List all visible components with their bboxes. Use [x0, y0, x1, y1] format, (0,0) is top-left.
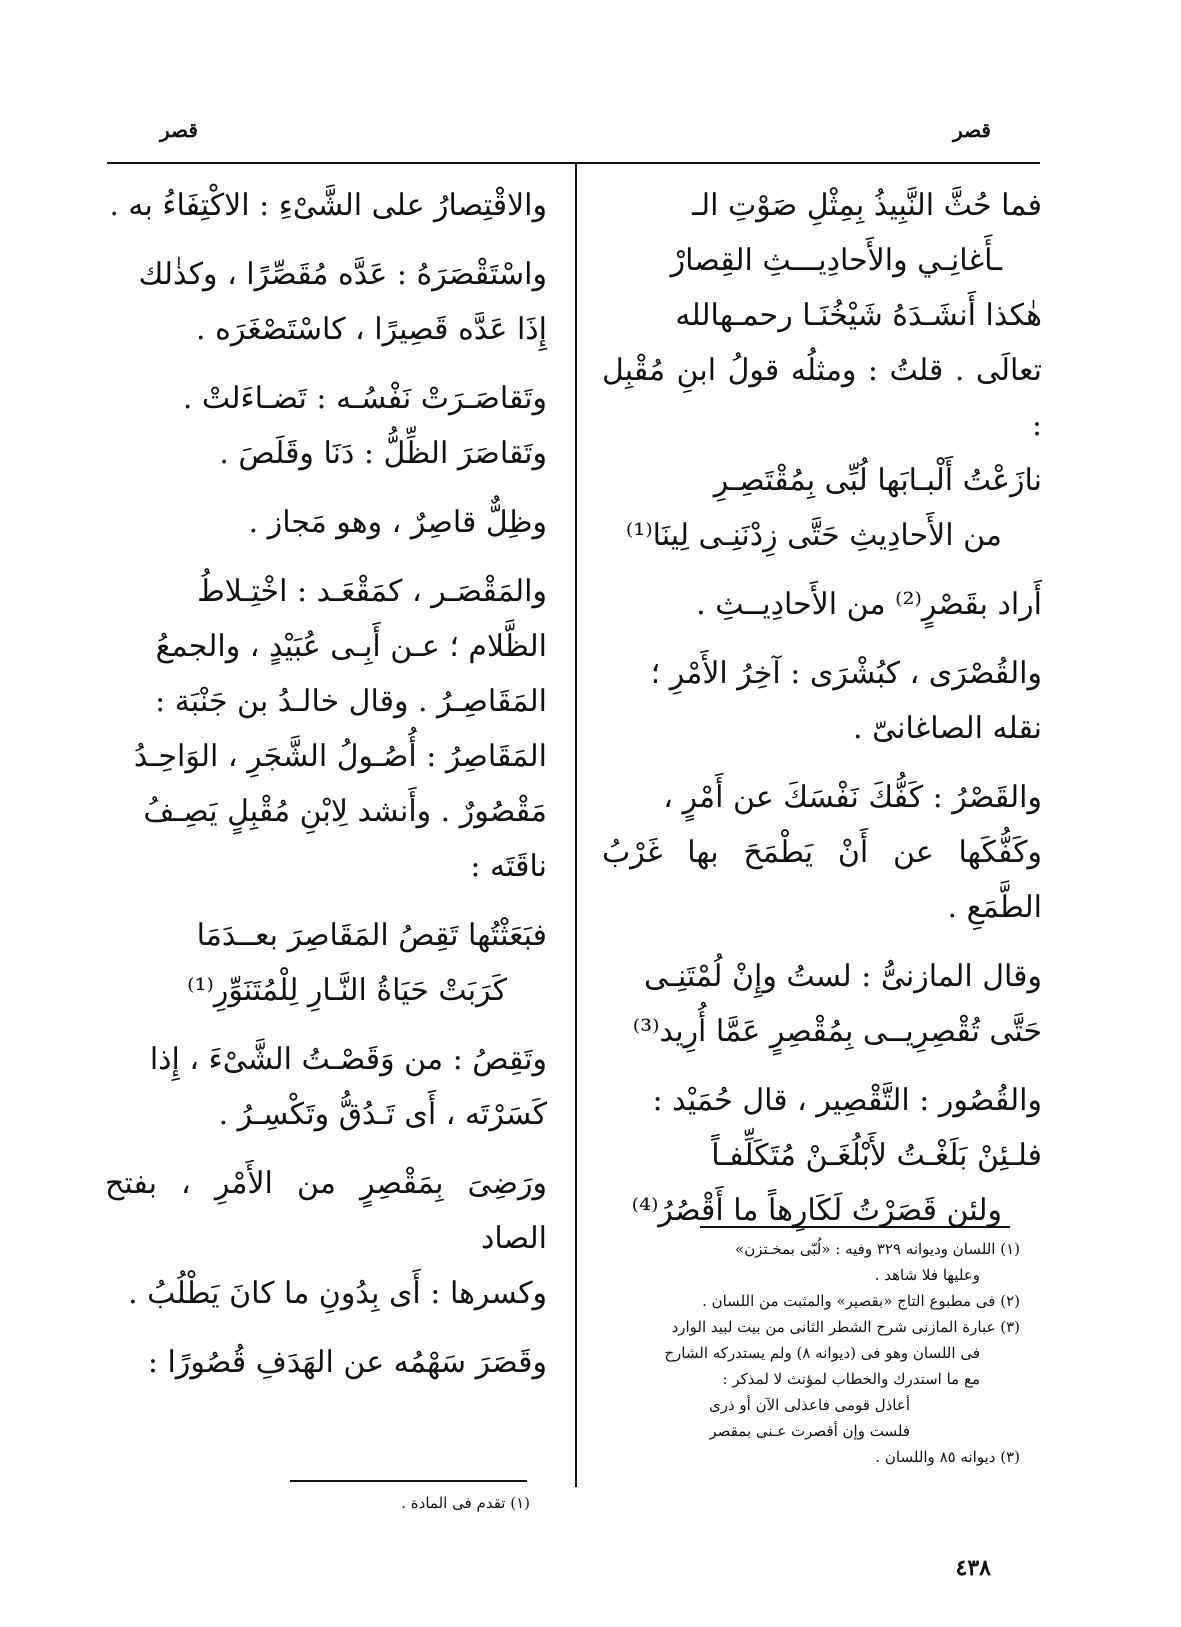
text-line: هٰكذا أَنشَـدَهُ شَيْخُنَـا رحمـهالله [675, 298, 1042, 333]
footnote: مع ما استدرك والخطاب لمؤنث لا لمذكر : [722, 1370, 980, 1388]
footnotes-right [600, 1236, 1020, 1470]
text-line: ناقَتَه : [470, 849, 547, 884]
text-line: الظَّلام ؛ عـن أَبِـى عُبَيْدٍ ، والجمعُ [155, 629, 547, 664]
text-line: وظِلٌّ قاصِرٌ ، وهو مَجاز . [248, 505, 547, 540]
text-line: إِذَا عَدَّه قَصِيرًا ، كاسْتَصْغَرَه . [196, 312, 547, 347]
text-line: والقُصُور : التَّقْصِير ، قال حُمَيْد : [652, 1083, 1042, 1118]
right-column [602, 178, 1042, 1238]
text-line: مَقْصُورٌ . وأَنشد لِابْنِ مُقْبِلٍ يَصِـفُ [143, 794, 547, 829]
footnote: وعليها فلا شاهد . [874, 1266, 980, 1284]
verse-line: نازَعْتُ أَلْبـابَها لُبِّى بِمُقْتَصِـرِ [713, 463, 1042, 498]
text-line: وتَقاصَـرَتْ نَفْسُـه : تَضـاءَلتْ . [182, 381, 547, 416]
text-line: وقال المازنىُّ : لستُ وإِنْ لُمْتَنِـى [644, 959, 1042, 994]
text-line: والقُصْرَى ، كبُشْرَى : آخِرُ الأَمْرِ ؛ [650, 656, 1042, 691]
verse-line: من الأَحادِيثِ حَتَّى زِدْنَنِـى لِينَا⁽¹⁾ [625, 518, 1002, 553]
text-line: والاقْتِصارُ على الشَّىْءِ : الاكْتِفَاءُ به . [109, 188, 547, 223]
text-line: والقَصْرُ : كَفُّكَ نَفْسَكَ عن أَمْرٍ ، [663, 780, 1042, 815]
text-line: وكسرها : أَى بِدُونِ ما كانَ يَطْلُبُ . [128, 1276, 547, 1311]
footnote: (١) تقدم فى المادة . [401, 1494, 530, 1512]
text-line: نقله الصاغانىّ . [853, 711, 1042, 746]
verse-line: ولئن قَصَرْتُ لَكَارِهاً ما أَقْصُرُ⁽⁴⁾ [631, 1193, 1002, 1228]
text-line: ورَضِىَ بِمَقْصِرٍ من الأَمْرِ ، بفتح الصاد [105, 1166, 547, 1256]
text-line: وقَصَرَ سَهْمُه عن الهَدَفِ قُصُورًا : [147, 1345, 547, 1380]
footnote-verse: فلست وإن أقصرت عـنى بمقصر [709, 1422, 910, 1440]
footnote-verse: أعاذل قومى فاعذلى الآن أو ذرى [708, 1396, 910, 1414]
footnote: فى اللسان وهو فى (ديوانه ٨) ولم يستدركه الشارح [664, 1344, 980, 1362]
footnote-rule-left [290, 1480, 527, 1482]
text-line: المَقَاصِرُ : أُصُـولُ الشَّجَرِ ، الوَاحِـدُ [133, 739, 547, 774]
text-line: أَراد بقَصْرٍ⁽²⁾ من الأَحادِيــثِ . [696, 587, 1042, 622]
left-column [105, 178, 547, 1390]
text-line: حَتَّى تُقْصِرِيــى بِمُقْصِرٍ عَمَّا أُرِيد⁽³⁾ [632, 1014, 1042, 1049]
verse-line: فبَعَثْتُها تَقِصُ المَقَاصِرَ بعــدَمَا [196, 918, 547, 953]
page-number: ٤٣٨ [955, 1555, 991, 1581]
text-line: والمَقْصَـر ، كمَقْعَـد : اخْتِـلاطُ [197, 574, 547, 609]
verse-line: فما حُثَّ النَّبِيذُ بِمِثْلِ صَوْتِ الـ [692, 188, 1042, 223]
footnote: (٣) ديوانه ٨٥ واللسان . [875, 1448, 1020, 1466]
text-line: واسْتَقْصَرَهُ : عَدَّه مُقَصِّرًا ، وكذٰلك [138, 257, 547, 292]
footnote: (٢) فى مطبوع التاج «بقصير» والمثبت من اللسان . [702, 1292, 1020, 1310]
header-rule [107, 162, 1040, 164]
text-line: وتَقِصُ : من وَقَصْـتُ الشَّىْءَ ، إِذا [149, 1042, 547, 1077]
text-line: كَسَرْتَه ، أَى تَـدُقُّ وتَكْسِـرُ . [218, 1097, 547, 1132]
text-line: وتَقاصَرَ الظِّلُّ : دَنَا وقَلَصَ . [219, 436, 547, 471]
text-line: المَقَاصِـرُ . وقال خالـدُ بن جَنْبَة : [155, 684, 547, 719]
verse-line: ـأَغانِـي والأَحادِيـــثِ القِصارْ [670, 243, 1002, 278]
text-line: تعالَى . قلتُ : ومثلُه قولُ ابنِ مُقْبِل : [602, 353, 1042, 443]
running-head-right: قصر [953, 118, 991, 142]
footnote-rule-right [700, 1226, 1010, 1228]
footnote: (١) اللسان وديوانه ٣٢٩ وفيه : «لُبّى بمخـتزن» [735, 1240, 1020, 1258]
footnotes-left [280, 1490, 530, 1516]
verse-line: كَرَبَتْ حَيَاةُ النَّـارِ لِلْمُتَنَوِّرِ⁽¹⁾ [187, 973, 507, 1008]
footnote: (٣) عبارة المازنى شرح الشطر الثانى من بيت لبيد الوارد [671, 1318, 1020, 1336]
running-head-left: قصر [160, 118, 198, 142]
text-line: وكَفُّكَها عن أَنْ يَطْمَحَ بها غَرْبُ الطَّمَعِ . [602, 835, 1042, 925]
verse-line: فلـئِنْ بَلَغْـتُ لأَبْلُغَـنْ مُتَكَلِّفـاً [711, 1138, 1042, 1173]
column-divider [575, 162, 577, 1487]
